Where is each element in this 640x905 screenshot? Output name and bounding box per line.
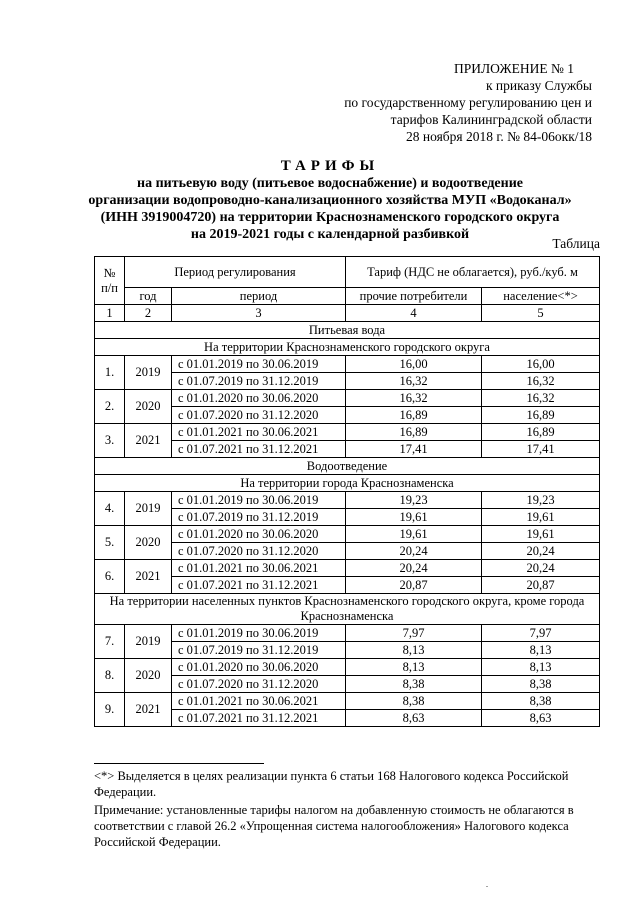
table-row <box>95 659 600 676</box>
row-tariff-population: 8,13 <box>482 642 600 659</box>
appendix-header <box>292 60 592 145</box>
row-period: с 01.01.2019 по 30.06.2019 <box>172 356 346 373</box>
row-tariff-population: 19,61 <box>482 526 600 543</box>
row-number: 1. <box>95 356 125 390</box>
row-period: с 01.01.2020 по 30.06.2020 <box>172 526 346 543</box>
footnote-divider <box>94 763 264 764</box>
row-period: с 01.01.2021 по 30.06.2021 <box>172 424 346 441</box>
row-period: с 01.07.2019 по 31.12.2019 <box>172 373 346 390</box>
section-subtitle: На территории населенных пунктов Краснознаменского городского округа, кроме города Краснознаменска <box>95 594 600 625</box>
section-title: Водоотведение <box>95 458 600 475</box>
row-tariff-other: 16,89 <box>346 407 482 424</box>
row-tariff-population: 8,38 <box>482 693 600 710</box>
row-tariff-population: 16,32 <box>482 373 600 390</box>
row-year: 2020 <box>125 659 172 693</box>
title-line-1: на питьевую воду (питьевое водоснабжение) и водоотведение <box>137 176 523 191</box>
colnum-3: 3 <box>172 305 346 322</box>
row-period: с 01.07.2020 по 31.12.2020 <box>172 543 346 560</box>
row-year: 2020 <box>125 526 172 560</box>
header-period: период <box>172 288 346 305</box>
row-tariff-other: 16,89 <box>346 424 482 441</box>
row-period: с 01.07.2019 по 31.12.2019 <box>172 642 346 659</box>
row-period: с 01.07.2020 по 31.12.2020 <box>172 407 346 424</box>
row-period: с 01.01.2020 по 30.06.2020 <box>172 390 346 407</box>
table-row <box>95 560 600 577</box>
colnum-4: 4 <box>346 305 482 322</box>
row-tariff-population: 16,00 <box>482 356 600 373</box>
row-tariff-population: 16,89 <box>482 407 600 424</box>
header-period-group: Период регулирования <box>125 257 346 288</box>
section-title-row <box>95 458 600 475</box>
row-period: с 01.01.2021 по 30.06.2021 <box>172 693 346 710</box>
row-tariff-other: 16,00 <box>346 356 482 373</box>
row-year: 2019 <box>125 625 172 659</box>
row-period: с 01.01.2019 по 30.06.2019 <box>172 492 346 509</box>
row-period: с 01.01.2021 по 30.06.2021 <box>172 560 346 577</box>
colnum-1: 1 <box>95 305 125 322</box>
row-tariff-population: 19,23 <box>482 492 600 509</box>
row-tariff-other: 19,61 <box>346 509 482 526</box>
header-other: прочие потребители <box>346 288 482 305</box>
row-tariff-population: 20,87 <box>482 577 600 594</box>
row-number: 8. <box>95 659 125 693</box>
row-tariff-population: 8,63 <box>482 710 600 727</box>
title-line-4: на 2019-2021 годы с календарной разбивкой <box>190 227 470 242</box>
row-number: 6. <box>95 560 125 594</box>
row-period: с 01.07.2021 по 31.12.2021 <box>172 710 346 727</box>
section-title-row <box>95 322 600 339</box>
row-tariff-other: 8,13 <box>346 659 482 676</box>
row-year: 2021 <box>125 424 172 458</box>
document-title <box>70 158 590 243</box>
section-subtitle-row <box>95 594 600 625</box>
row-tariff-other: 8,38 <box>346 693 482 710</box>
table-label: Таблица <box>552 236 600 251</box>
row-tariff-other: 8,63 <box>346 710 482 727</box>
section-title: Питьевая вода <box>95 322 600 339</box>
appendix-service-line: по государственному регулированию цен и <box>344 95 592 110</box>
appendix-number: ПРИЛОЖЕНИЕ № 1 <box>453 61 574 76</box>
colnum-2: 2 <box>125 305 172 322</box>
row-tariff-other: 16,32 <box>346 373 482 390</box>
page-mark: . <box>486 880 488 889</box>
row-number: 5. <box>95 526 125 560</box>
appendix-date-line: 28 ноября 2018 г. № 84-06окк/18 <box>405 129 592 144</box>
row-period: с 01.01.2020 по 30.06.2020 <box>172 659 346 676</box>
table-row <box>95 424 600 441</box>
table-row <box>95 693 600 710</box>
row-number: 3. <box>95 424 125 458</box>
section-subtitle-row <box>95 339 600 356</box>
row-period: с 01.07.2019 по 31.12.2019 <box>172 509 346 526</box>
table-row <box>95 625 600 642</box>
row-number: 9. <box>95 693 125 727</box>
row-tariff-other: 20,87 <box>346 577 482 594</box>
table-row <box>95 356 600 373</box>
appendix-order-line: к приказу Службы <box>485 78 592 93</box>
row-number: 2. <box>95 390 125 424</box>
row-tariff-population: 17,41 <box>482 441 600 458</box>
title-main: ТАРИФЫ <box>280 158 380 174</box>
section-subtitle: На территории Краснознаменского городского округа <box>95 339 600 356</box>
row-period: с 01.07.2021 по 31.12.2021 <box>172 577 346 594</box>
row-number: 4. <box>95 492 125 526</box>
row-tariff-other: 16,32 <box>346 390 482 407</box>
row-tariff-population: 8,38 <box>482 676 600 693</box>
row-year: 2019 <box>125 356 172 390</box>
table-row <box>95 390 600 407</box>
header-tariff-group: Тариф (НДС не облагается), руб./куб. м <box>346 257 600 288</box>
notes-block <box>94 768 604 852</box>
row-period: с 01.01.2019 по 30.06.2019 <box>172 625 346 642</box>
row-tariff-other: 17,41 <box>346 441 482 458</box>
title-line-3: (ИНН 3919004720) на территории Краснознаменского городского округа <box>100 210 560 225</box>
title-line-2: организации водопроводно-канализационного хозяйства МУП «Водоканал» <box>88 193 572 208</box>
section-subtitle-row <box>95 475 600 492</box>
colnum-5: 5 <box>482 305 600 322</box>
row-period: с 01.07.2020 по 31.12.2020 <box>172 676 346 693</box>
table-row <box>95 492 600 509</box>
header-population: население<*> <box>482 288 600 305</box>
row-number: 7. <box>95 625 125 659</box>
row-year: 2020 <box>125 390 172 424</box>
row-year: 2019 <box>125 492 172 526</box>
section-subtitle: На территории города Краснознаменска <box>95 475 600 492</box>
row-tariff-other: 20,24 <box>346 560 482 577</box>
row-tariff-other: 20,24 <box>346 543 482 560</box>
row-period: с 01.07.2021 по 31.12.2021 <box>172 441 346 458</box>
row-tariff-other: 19,23 <box>346 492 482 509</box>
tariff-table <box>94 256 600 727</box>
row-tariff-population: 7,97 <box>482 625 600 642</box>
row-tariff-other: 7,97 <box>346 625 482 642</box>
row-tariff-other: 19,61 <box>346 526 482 543</box>
row-tariff-population: 16,89 <box>482 424 600 441</box>
footnote: <*> Выделяется в целях реализации пункта 6 статьи 168 Налогового кодекса Российской Федерации. <box>94 769 569 799</box>
note: Примечание: установленные тарифы налогом на добавленную стоимость не облагаются в соответствии с главой 26.2 «Упрощенная система налогообложения» Налогового кодекса Российской Федерации. <box>94 803 574 849</box>
row-tariff-population: 8,13 <box>482 659 600 676</box>
row-tariff-other: 8,38 <box>346 676 482 693</box>
row-tariff-population: 19,61 <box>482 509 600 526</box>
appendix-region-line: тарифов Калининградской области <box>390 112 592 127</box>
header-year: год <box>125 288 172 305</box>
row-tariff-population: 20,24 <box>482 560 600 577</box>
row-year: 2021 <box>125 560 172 594</box>
header-num: № п/п <box>95 257 125 305</box>
table-row <box>95 526 600 543</box>
row-year: 2021 <box>125 693 172 727</box>
row-tariff-population: 20,24 <box>482 543 600 560</box>
row-tariff-other: 8,13 <box>346 642 482 659</box>
row-tariff-population: 16,32 <box>482 390 600 407</box>
